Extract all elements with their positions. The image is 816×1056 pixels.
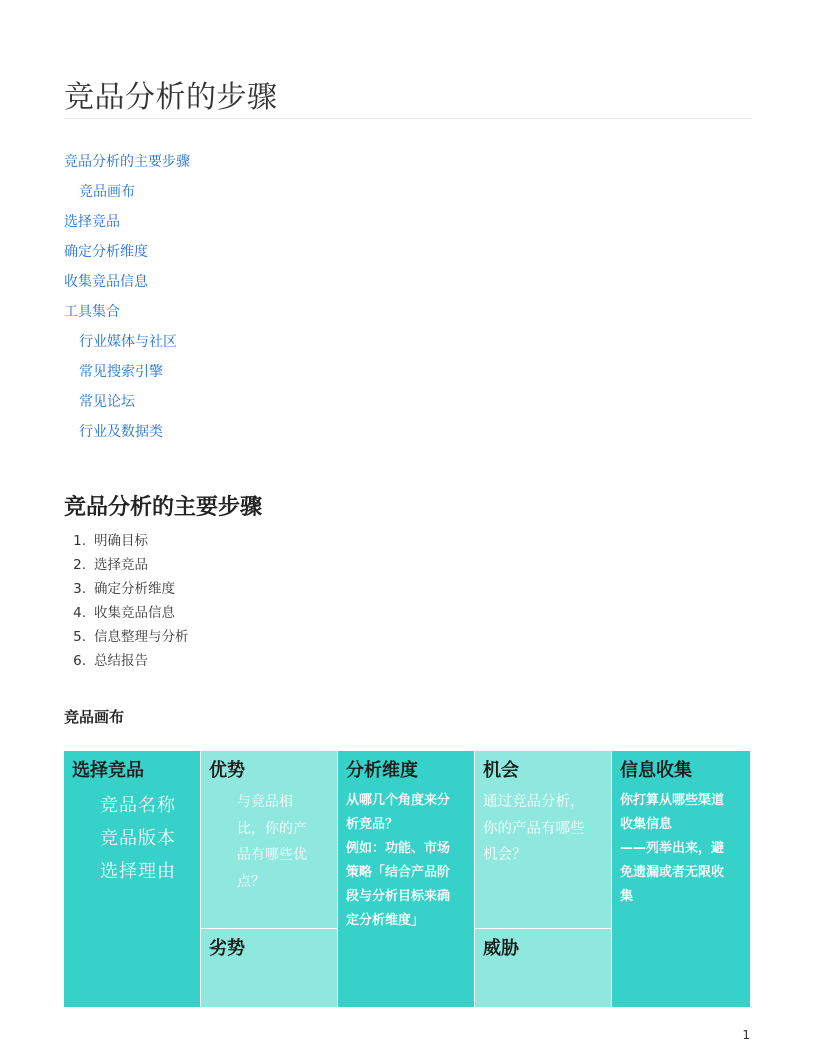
list-number: 1. — [73, 533, 86, 549]
toc-link-collect[interactable]: 收集竞品信息 — [64, 274, 148, 290]
cell-heading: 劣势 — [209, 938, 245, 959]
text-line: 你打算从哪些渠道 — [620, 793, 725, 808]
toc-item — [64, 212, 190, 242]
text-line: 免遗漏或者无限收 — [620, 865, 725, 880]
section-title-main-steps: 竞品分析的主要步骤 — [64, 495, 263, 520]
select-item: 选择理由 — [100, 861, 176, 882]
text-line: 机会？ — [483, 847, 527, 863]
canvas-cell-dimension — [338, 751, 475, 1008]
opportunity-text — [483, 789, 603, 869]
toc-link-forums[interactable]: 常见论坛 — [79, 394, 135, 410]
toc-item — [64, 392, 190, 422]
cell-heading: 机会 — [483, 760, 519, 781]
list-item — [64, 603, 189, 627]
list-number: 2. — [73, 557, 86, 573]
text-line: 与竞品相 — [237, 794, 293, 810]
list-item — [64, 555, 189, 579]
cell-heading: 分析维度 — [346, 760, 418, 781]
canvas-cell-weakness — [201, 929, 338, 1008]
list-text: 收集竞品信息 — [94, 605, 175, 621]
toc-item — [64, 272, 190, 302]
toc-item — [64, 332, 190, 362]
text-line: ——列举出来，避 — [620, 841, 725, 856]
toc-item — [64, 422, 190, 452]
toc-link-media[interactable]: 行业媒体与社区 — [79, 334, 177, 350]
page-title: 竞品分析的步骤 — [64, 80, 278, 115]
text-line: 集 — [620, 889, 634, 904]
canvas-cell-select — [64, 751, 201, 1008]
text-line: 品有哪些优 — [237, 847, 307, 863]
list-item — [64, 651, 189, 675]
select-items — [72, 789, 192, 888]
toc-link-canvas[interactable]: 竞品画布 — [79, 184, 135, 200]
toc-link-dimension[interactable]: 确定分析维度 — [64, 244, 148, 260]
text-line: 从哪几个角度来分 — [346, 793, 451, 808]
text-line: 比，你的产 — [237, 820, 307, 837]
title-divider — [64, 118, 752, 119]
select-item: 竞品名称 — [100, 795, 176, 816]
text-line: 策略「结合产品阶 — [346, 865, 451, 880]
cell-heading: 信息收集 — [620, 760, 692, 781]
cell-heading: 威胁 — [483, 938, 519, 959]
toc-item — [64, 362, 190, 392]
subsection-title-canvas: 竞品画布 — [64, 708, 125, 726]
list-number: 6. — [73, 653, 86, 669]
text-line: 定分析维度」 — [346, 913, 425, 928]
toc-link-select[interactable]: 选择竞品 — [64, 214, 120, 230]
text-line: 收集信息 — [620, 817, 673, 832]
toc-link-search-engines[interactable]: 常见搜索引擎 — [79, 364, 163, 380]
list-text: 选择竞品 — [94, 557, 148, 573]
text-line: 段与分析目标来确 — [346, 889, 451, 904]
collect-text — [620, 789, 742, 909]
canvas-cell-collect — [612, 751, 750, 1008]
toc-item — [64, 242, 190, 272]
list-text: 明确目标 — [94, 533, 148, 549]
toc-item — [64, 152, 190, 182]
text-line: 例如：功能、市场 — [346, 841, 451, 856]
list-item — [64, 531, 189, 555]
competitor-canvas — [64, 751, 750, 1008]
select-item: 竞品版本 — [100, 828, 176, 849]
toc-item — [64, 302, 190, 332]
steps-list — [64, 531, 189, 675]
list-number: 3. — [73, 581, 86, 597]
toc-link-main-steps[interactable]: 竞品分析的主要步骤 — [64, 154, 190, 170]
text-line: 通过竞品分析， — [483, 794, 585, 810]
cell-heading: 选择竞品 — [72, 760, 144, 781]
canvas-cell-strength — [201, 751, 338, 929]
toc-link-tools[interactable]: 工具集合 — [64, 304, 120, 320]
toc-item — [64, 182, 190, 212]
text-line: 你的产品有哪些 — [483, 820, 585, 837]
list-text: 信息整理与分析 — [94, 629, 189, 645]
text-line: 析竞品？ — [346, 817, 399, 832]
canvas-cell-threat — [475, 929, 612, 1008]
list-item — [64, 579, 189, 603]
list-number: 4. — [73, 605, 86, 621]
canvas-cell-opportunity — [475, 751, 612, 929]
strength-text — [209, 789, 329, 895]
dimension-text — [346, 789, 466, 933]
table-of-contents — [64, 152, 190, 452]
list-number: 5. — [73, 629, 86, 645]
text-line: 点？ — [237, 873, 265, 890]
toc-link-data[interactable]: 行业及数据类 — [79, 424, 163, 440]
list-item — [64, 627, 189, 651]
cell-heading: 优势 — [209, 760, 245, 781]
list-text: 总结报告 — [94, 653, 148, 669]
page-number: 1 — [742, 1028, 750, 1042]
list-text: 确定分析维度 — [94, 581, 175, 597]
